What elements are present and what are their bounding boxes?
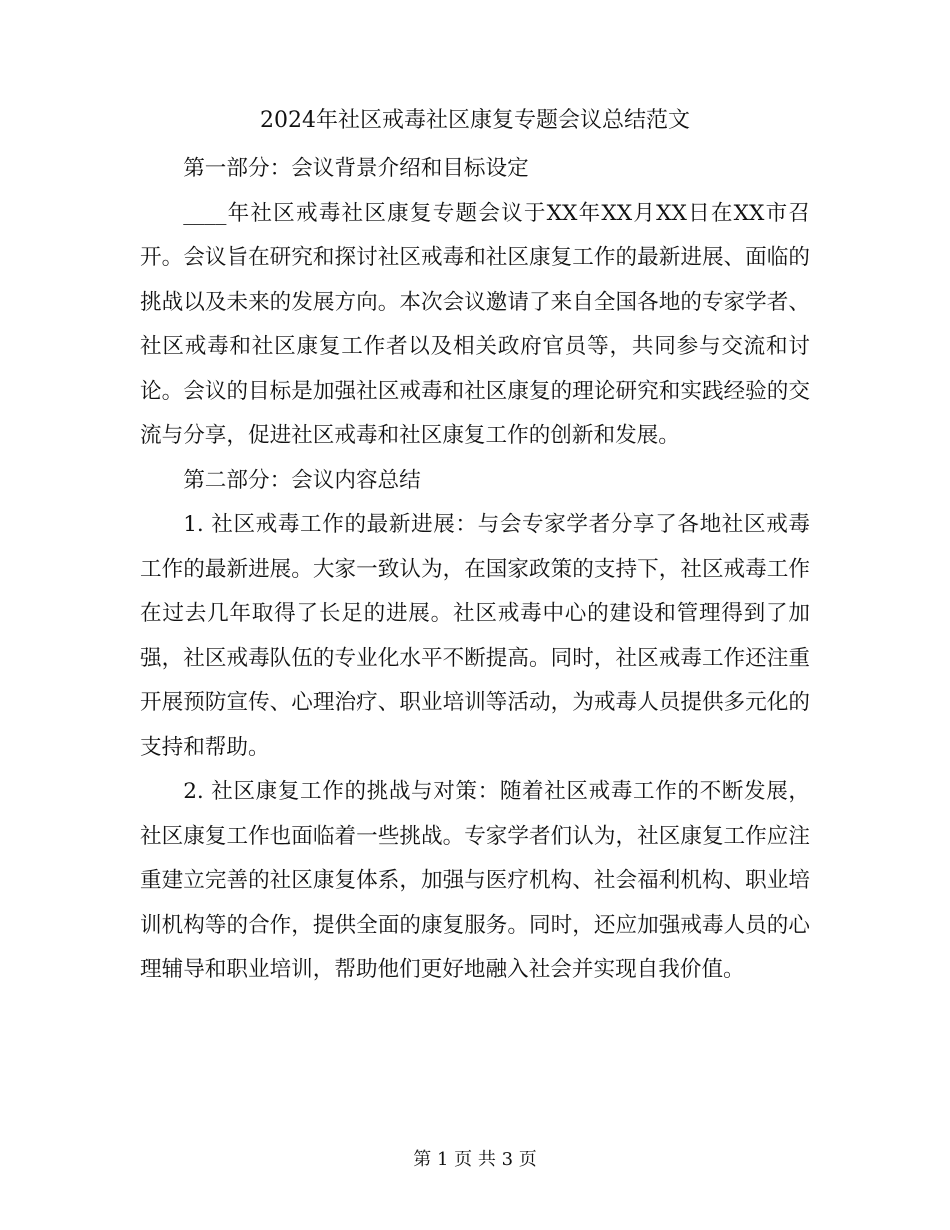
page-number-footer: 第 1 页 共 3 页 xyxy=(413,1149,537,1170)
document-body xyxy=(140,147,810,993)
paragraph-item-2: 2. 社区康复工作的挑战与对策：随着社区戒毒工作的不断发展，社区康复工作也面临着一些挑战。专家学者们认为，社区康复工作应注重建立完善的社区康复体系，加强与医疗机构、社会福利机构、职业培训机构等的合作，提供全面的康复服务。同时，还应加强戒毒人员的心理辅导和职业培训，帮助他们更好地融入社会并实现自我价值。 xyxy=(140,779,810,982)
section-heading-background: 第一部分：会议背景介绍和目标设定 xyxy=(183,156,529,181)
paragraph-item-1: 1. 社区戒毒工作的最新进展：与会专家学者分享了各地社区戒毒工作的最新进展。大家一致认为，在国家政策的支持下，社区戒毒工作在过去几年取得了长足的进展。社区戒毒中心的建设和管理得到了加强，社区戒毒队伍的专业化水平不断提高。同时，社区戒毒工作还注重开展预防宣传、心理治疗、职业培训等活动，为戒毒人员提供多元化的支持和帮助。 xyxy=(140,512,810,760)
section-heading-content-summary: 第二部分：会议内容总结 xyxy=(183,467,421,493)
paragraph-background: ____年社区戒毒社区康复专题会议于XX年XX月XX日在XX市召开。会议旨在研究和探讨社区戒毒和社区康复工作的最新进展、面临的挑战以及未来的发展方向。本次会议邀请了来自全国各地的专家学者、社区戒毒和社区康复工作者以及相关政府官员等，共同参与交流和讨论。会议的目标是加强社区戒毒和社区康复的理论研究和实践经验的交流与分享，促进社区戒毒和社区康复工作的创新和发展。 xyxy=(140,200,810,448)
document-title: 2024年社区戒毒社区康复专题会议总结范文 xyxy=(260,108,690,133)
